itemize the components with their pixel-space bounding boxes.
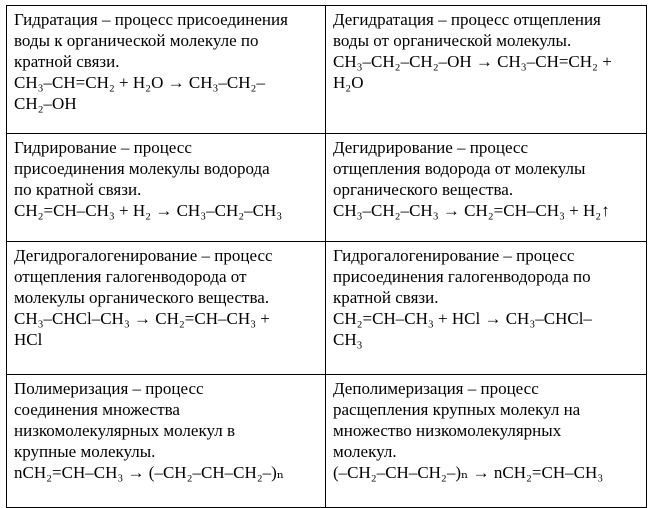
reaction-equation: CH₃–CHCl–CH₃ → CH₂=CH–CH₃ +	[14, 309, 270, 328]
cell-text-line: Гидратация – процесс присоединения	[14, 10, 288, 29]
cell-dehydrogenation	[326, 134, 647, 242]
reaction-equation: H₂O	[333, 73, 364, 92]
cell-dehydrohalogenation	[7, 242, 326, 375]
cell-text-line: Полимеризация – процесс	[14, 379, 204, 398]
cell-text-line: присоединения молекулы водорода	[14, 159, 270, 178]
reaction-equation: CH₃–CH=CH₂ + H₂O → CH₃–CH₂–	[14, 73, 265, 92]
cell-text-line: присоединения галогенводорода по	[333, 267, 591, 286]
cell-text-line: соединения множества	[14, 400, 180, 419]
cell-text-line: Дегидратация – процесс отщепления	[333, 10, 601, 29]
table-row	[7, 242, 647, 375]
cell-text-line: молекулы органического вещества.	[14, 288, 270, 307]
cell-polymerization	[7, 375, 326, 508]
cell-text-line: молекул.	[333, 442, 397, 461]
cell-text-line: Деполимеризация – процесс	[333, 379, 539, 398]
cell-text-line: Гидрогалогенирование – процесс	[333, 246, 575, 265]
reaction-equation: CH₂–OH	[14, 94, 77, 113]
cell-text-line: Дегидрирование – процесс	[333, 138, 529, 157]
reaction-equation: (–CH₂–CH–CH₂–)ₙ → nCH₂=CH–CH₃	[333, 463, 604, 482]
reaction-equation: nCH₂=CH–CH₃ → (–CH₂–CH–CH₂–)ₙ	[14, 463, 285, 482]
cell-text-line: кратной связи.	[333, 288, 439, 307]
cell-depolymerization	[326, 375, 647, 508]
table-row	[7, 6, 647, 134]
cell-text-line: Гидрирование – процесс	[14, 138, 192, 157]
cell-text-line: низкомолекулярных молекул в	[14, 421, 235, 440]
cell-text-line: Дегидрогалогенирование – процесс	[14, 246, 273, 265]
reaction-equation: HCl	[14, 330, 43, 349]
reaction-equation: CH₃–CH₂–CH₃ → CH₂=CH–CH₃ + H₂↑	[333, 201, 610, 220]
cell-text-line: кратной связи.	[14, 52, 120, 71]
cell-text-line: по кратной связи.	[14, 180, 142, 199]
cell-hydration	[7, 6, 326, 134]
reaction-equation: CH₃–CH₂–CH₂–OH → CH₃–CH=CH₂ +	[333, 52, 612, 71]
cell-text-line: отщепления водорода от молекулы	[333, 159, 586, 178]
cell-text-line: множество низкомолекулярных	[333, 421, 562, 440]
cell-hydrohalogenation	[326, 242, 647, 375]
reaction-equation: CH₂=CH–CH₃ + H₂ → CH₃–CH₂–CH₃	[14, 201, 283, 220]
cell-text-line: органического вещества.	[333, 180, 514, 199]
cell-text-line: расщепления крупных молекул на	[333, 400, 581, 419]
reaction-equation: CH₃	[333, 330, 363, 349]
cell-text-line: воды от органической молекулы.	[333, 31, 572, 50]
cell-text-line: отщепления галогенводорода от	[14, 267, 247, 286]
cell-text-line: крупные молекулы.	[14, 442, 156, 461]
reaction-equation: CH₂=CH–CH₃ + HCl → CH₃–CHCl–	[333, 309, 592, 328]
table-row	[7, 134, 647, 242]
cell-dehydration	[326, 6, 647, 134]
cell-text-line: воды к органической молекуле по	[14, 31, 259, 50]
reactions-table	[6, 5, 647, 508]
cell-hydrogenation	[7, 134, 326, 242]
table-row	[7, 375, 647, 508]
